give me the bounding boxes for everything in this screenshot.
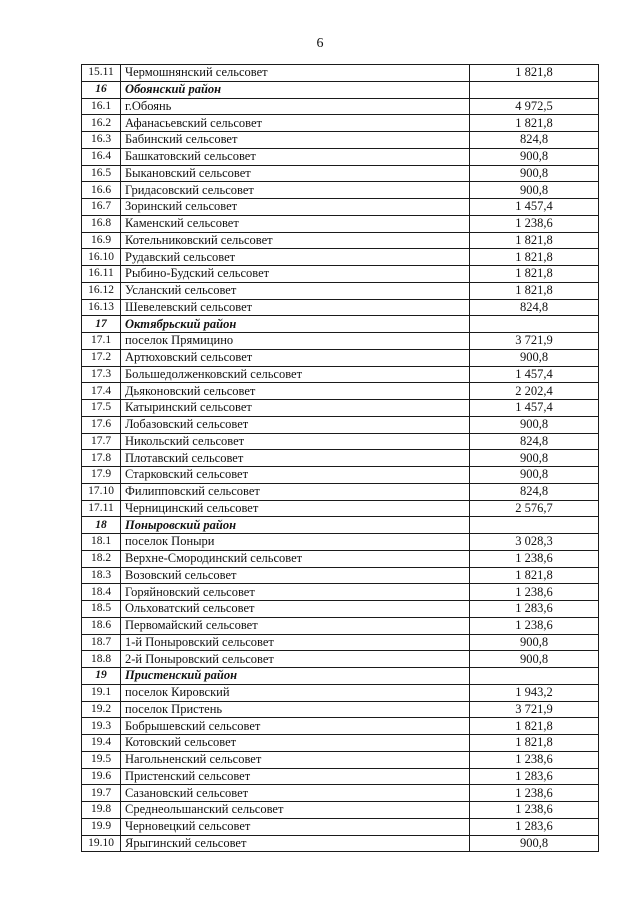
row-number: 18.6 — [82, 617, 121, 634]
row-number: 17.5 — [82, 400, 121, 417]
table-row — [82, 115, 599, 132]
municipality-name: Лобазовский сельсовет — [121, 416, 470, 433]
municipality-name: Никольский сельсовет — [121, 433, 470, 450]
row-number: 17.2 — [82, 349, 121, 366]
municipality-name: Плотавский сельсовет — [121, 450, 470, 467]
municipality-name: поселок Кировский — [121, 684, 470, 701]
row-number: 19.2 — [82, 701, 121, 718]
amount-value: 1 943,2 — [470, 684, 599, 701]
row-number: 16.11 — [82, 266, 121, 283]
row-number: 18.5 — [82, 601, 121, 618]
municipality-name: Черницинский сельсовет — [121, 500, 470, 517]
amount-value: 1 283,6 — [470, 768, 599, 785]
table-row — [82, 684, 599, 701]
municipality-name: Дьяконовский сельсовет — [121, 383, 470, 400]
table-row — [82, 148, 599, 165]
row-number: 17.7 — [82, 433, 121, 450]
row-number: 17.3 — [82, 366, 121, 383]
table-row — [82, 467, 599, 484]
row-number: 19.10 — [82, 835, 121, 852]
table-row — [82, 383, 599, 400]
municipality-name: Сазановский сельсовет — [121, 785, 470, 802]
row-number: 19.3 — [82, 718, 121, 735]
section-header-row — [82, 517, 599, 534]
table-row — [82, 400, 599, 417]
row-number: 19.7 — [82, 785, 121, 802]
municipality-name: Среднеольшанский сельсовет — [121, 802, 470, 819]
table-row — [82, 634, 599, 651]
municipality-name: Бобрышевский сельсовет — [121, 718, 470, 735]
table-row — [82, 199, 599, 216]
municipality-name: Верхне-Смородинский сельсовет — [121, 550, 470, 567]
amount-value: 900,8 — [470, 467, 599, 484]
amount-value: 900,8 — [470, 349, 599, 366]
municipality-name: Ольховатский сельсовет — [121, 601, 470, 618]
amount-value: 1 821,8 — [470, 567, 599, 584]
table-row — [82, 701, 599, 718]
municipality-name: Черновецкий сельсовет — [121, 818, 470, 835]
amount-value: 1 238,6 — [470, 215, 599, 232]
table-row — [82, 785, 599, 802]
table-row — [82, 299, 599, 316]
amount-value: 3 721,9 — [470, 701, 599, 718]
amount-value: 900,8 — [470, 651, 599, 668]
table-row — [82, 182, 599, 199]
amount-value — [470, 668, 599, 685]
table-row — [82, 550, 599, 567]
amount-value — [470, 81, 599, 98]
amount-value: 1 821,8 — [470, 718, 599, 735]
table-row — [82, 768, 599, 785]
row-number: 18.1 — [82, 534, 121, 551]
amount-value: 1 457,4 — [470, 400, 599, 417]
amount-value: 1 238,6 — [470, 751, 599, 768]
table-body — [82, 65, 599, 852]
municipality-name: 1-й Поныровский сельсовет — [121, 634, 470, 651]
municipality-name: Усланский сельсовет — [121, 282, 470, 299]
amount-value: 1 821,8 — [470, 115, 599, 132]
table-row — [82, 651, 599, 668]
section-title: Обоянский район — [121, 81, 470, 98]
municipality-name: Пристенский сельсовет — [121, 768, 470, 785]
row-number: 18.3 — [82, 567, 121, 584]
municipality-name: Рудавский сельсовет — [121, 249, 470, 266]
municipality-name: 2-й Поныровский сельсовет — [121, 651, 470, 668]
row-number: 16.12 — [82, 282, 121, 299]
table-row — [82, 718, 599, 735]
municipality-name: Артюховский сельсовет — [121, 349, 470, 366]
section-title: Пристенский район — [121, 668, 470, 685]
row-number: 17.1 — [82, 333, 121, 350]
table-row — [82, 567, 599, 584]
municipality-name: Катыринский сельсовет — [121, 400, 470, 417]
municipality-name: Нагольненский сельсовет — [121, 751, 470, 768]
row-number: 16.2 — [82, 115, 121, 132]
amount-value: 1 238,6 — [470, 802, 599, 819]
table-row — [82, 835, 599, 852]
row-number: 16.7 — [82, 199, 121, 216]
table-row — [82, 584, 599, 601]
table-row — [82, 617, 599, 634]
row-number: 18.4 — [82, 584, 121, 601]
municipality-name: Первомайский сельсовет — [121, 617, 470, 634]
amount-value: 824,8 — [470, 299, 599, 316]
section-title: Поныровский район — [121, 517, 470, 534]
municipality-name: поселок Поныри — [121, 534, 470, 551]
table-row — [82, 500, 599, 517]
amount-value: 900,8 — [470, 450, 599, 467]
table-row — [82, 215, 599, 232]
municipality-name: Бабинский сельсовет — [121, 132, 470, 149]
row-number: 16.8 — [82, 215, 121, 232]
amount-value: 1 283,6 — [470, 601, 599, 618]
amount-value: 2 202,4 — [470, 383, 599, 400]
row-number: 19.5 — [82, 751, 121, 768]
table-row — [82, 802, 599, 819]
row-number: 16.4 — [82, 148, 121, 165]
row-number: 18.2 — [82, 550, 121, 567]
amount-value: 1 238,6 — [470, 617, 599, 634]
amount-value: 3 028,3 — [470, 534, 599, 551]
amount-value: 1 821,8 — [470, 249, 599, 266]
row-number: 17.9 — [82, 467, 121, 484]
amount-value: 900,8 — [470, 165, 599, 182]
amount-value: 1 238,6 — [470, 550, 599, 567]
municipality-name: поселок Прямицино — [121, 333, 470, 350]
amount-value: 900,8 — [470, 634, 599, 651]
row-number: 19.9 — [82, 818, 121, 835]
municipality-name: Афанасьевский сельсовет — [121, 115, 470, 132]
municipality-name: Быкановский сельсовет — [121, 165, 470, 182]
table-row — [82, 416, 599, 433]
municipality-name: Зоринский сельсовет — [121, 199, 470, 216]
municipality-name: Гридасовский сельсовет — [121, 182, 470, 199]
municipality-name: Шевелевский сельсовет — [121, 299, 470, 316]
amount-value: 900,8 — [470, 148, 599, 165]
municipality-name: Ярыгинский сельсовет — [121, 835, 470, 852]
table-row — [82, 249, 599, 266]
amount-value: 824,8 — [470, 132, 599, 149]
amount-value — [470, 316, 599, 333]
row-number: 19.8 — [82, 802, 121, 819]
table-row — [82, 366, 599, 383]
row-number: 19.1 — [82, 684, 121, 701]
row-number: 16.9 — [82, 232, 121, 249]
amount-value: 1 821,8 — [470, 232, 599, 249]
table-row — [82, 601, 599, 618]
table-row — [82, 450, 599, 467]
municipality-name: Возовский сельсовет — [121, 567, 470, 584]
table-row — [82, 818, 599, 835]
amount-value: 2 576,7 — [470, 500, 599, 517]
amount-value: 1 821,8 — [470, 266, 599, 283]
row-number: 16.13 — [82, 299, 121, 316]
amount-value: 3 721,9 — [470, 333, 599, 350]
row-number: 17.10 — [82, 483, 121, 500]
table-row — [82, 65, 599, 82]
page-number: 6 — [316, 36, 324, 51]
row-number: 19.4 — [82, 735, 121, 752]
table-row — [82, 165, 599, 182]
municipality-name: Чермошнянский сельсовет — [121, 65, 470, 82]
table-row — [82, 98, 599, 115]
municipality-name: Котельниковский сельсовет — [121, 232, 470, 249]
municipality-name: Старковский сельсовет — [121, 467, 470, 484]
amount-value: 900,8 — [470, 835, 599, 852]
row-number: 18.7 — [82, 634, 121, 651]
amount-value: 1 821,8 — [470, 735, 599, 752]
table-row — [82, 751, 599, 768]
section-header-row — [82, 316, 599, 333]
table-row — [82, 349, 599, 366]
row-number: 16.3 — [82, 132, 121, 149]
row-number: 15.11 — [82, 65, 121, 82]
section-header-row — [82, 668, 599, 685]
section-number: 19 — [82, 668, 121, 685]
amount-value: 900,8 — [470, 416, 599, 433]
table-row — [82, 232, 599, 249]
table-row — [82, 534, 599, 551]
row-number: 16.1 — [82, 98, 121, 115]
amount-value: 1 457,4 — [470, 199, 599, 216]
row-number: 16.6 — [82, 182, 121, 199]
row-number: 16.10 — [82, 249, 121, 266]
amount-value: 900,8 — [470, 182, 599, 199]
amount-value: 1 821,8 — [470, 282, 599, 299]
municipality-name: Большедолженковский сельсовет — [121, 366, 470, 383]
allocation-table — [81, 64, 599, 852]
row-number: 17.6 — [82, 416, 121, 433]
table-row — [82, 433, 599, 450]
section-number: 17 — [82, 316, 121, 333]
row-number: 18.8 — [82, 651, 121, 668]
municipality-name: Горяйновский сельсовет — [121, 584, 470, 601]
section-number: 16 — [82, 81, 121, 98]
section-header-row — [82, 81, 599, 98]
municipality-name: Башкатовский сельсовет — [121, 148, 470, 165]
municipality-name: поселок Пристень — [121, 701, 470, 718]
section-number: 18 — [82, 517, 121, 534]
amount-value: 1 821,8 — [470, 65, 599, 82]
table-row — [82, 132, 599, 149]
row-number: 19.6 — [82, 768, 121, 785]
row-number: 16.5 — [82, 165, 121, 182]
amount-value: 1 238,6 — [470, 584, 599, 601]
table-row — [82, 483, 599, 500]
amount-value: 4 972,5 — [470, 98, 599, 115]
municipality-name: Каменский сельсовет — [121, 215, 470, 232]
table-row — [82, 266, 599, 283]
amount-value — [470, 517, 599, 534]
municipality-name: Котовский сельсовет — [121, 735, 470, 752]
table-row — [82, 735, 599, 752]
amount-value: 824,8 — [470, 483, 599, 500]
amount-value: 1 238,6 — [470, 785, 599, 802]
row-number: 17.11 — [82, 500, 121, 517]
amount-value: 1 457,4 — [470, 366, 599, 383]
row-number: 17.8 — [82, 450, 121, 467]
section-title: Октябрьский район — [121, 316, 470, 333]
municipality-name: Рыбино-Будский сельсовет — [121, 266, 470, 283]
amount-value: 824,8 — [470, 433, 599, 450]
table-row — [82, 333, 599, 350]
table-row — [82, 282, 599, 299]
municipality-name: Филипповский сельсовет — [121, 483, 470, 500]
amount-value: 1 283,6 — [470, 818, 599, 835]
municipality-name: г.Обоянь — [121, 98, 470, 115]
row-number: 17.4 — [82, 383, 121, 400]
